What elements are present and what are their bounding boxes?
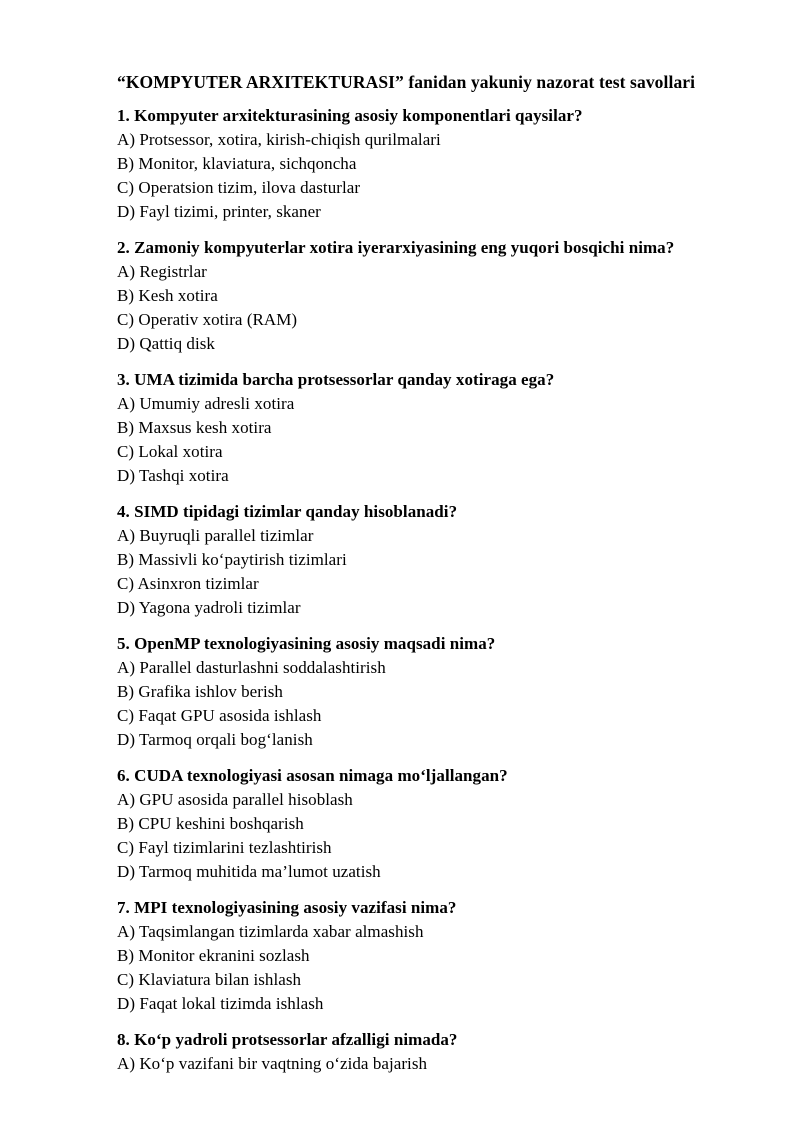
question-block-3	[117, 368, 737, 488]
question-4-option-d[interactable]: D) Yagona yadroli tizimlar	[117, 598, 301, 617]
question-7-option-a[interactable]: A) Taqsimlangan tizimlarda xabar almashish	[117, 922, 424, 941]
question-block-6	[117, 764, 737, 884]
question-block-5	[117, 632, 737, 752]
question-5-option-b[interactable]: B) Grafika ishlov berish	[117, 682, 283, 701]
question-2-option-a[interactable]: A) Registrlar	[117, 262, 207, 281]
question-text-3: 3. UMA tizimida barcha protsessorlar qanday xotiraga ega?	[117, 370, 555, 389]
question-text-8: 8. Koʻp yadroli protsessorlar afzalligi nimada?	[117, 1030, 458, 1049]
question-7-option-b[interactable]: B) Monitor ekranini sozlash	[117, 946, 310, 965]
question-text-1: 1. Kompyuter arxitekturasining asosiy komponentlari qaysilar?	[117, 106, 583, 125]
question-text-4: 4. SIMD tipidagi tizimlar qanday hisoblanadi?	[117, 502, 458, 521]
question-6-option-c[interactable]: C) Fayl tizimlarini tezlashtirish	[117, 838, 332, 857]
question-3-option-c[interactable]: C) Lokal xotira	[117, 442, 223, 461]
question-text-5: 5. OpenMP texnologiyasining asosiy maqsadi nima?	[117, 634, 496, 653]
question-5-option-a[interactable]: A) Parallel dasturlashni soddalashtirish	[117, 658, 386, 677]
question-4-option-b[interactable]: B) Massivli koʻpaytirish tizimlari	[117, 550, 347, 569]
question-1-option-b[interactable]: B) Monitor, klaviatura, sichqoncha	[117, 154, 357, 173]
question-2-option-c[interactable]: C) Operativ xotira (RAM)	[117, 310, 298, 329]
question-6-option-d[interactable]: D) Tarmoq muhitida ma’lumot uzatish	[117, 862, 381, 881]
question-1-option-c[interactable]: C) Operatsion tizim, ilova dasturlar	[117, 178, 361, 197]
question-2-option-b[interactable]: B) Kesh xotira	[117, 286, 218, 305]
question-block-2	[117, 236, 737, 356]
question-3-option-b[interactable]: B) Maxsus kesh xotira	[117, 418, 272, 437]
question-6-option-b[interactable]: B) CPU keshini boshqarish	[117, 814, 304, 833]
question-7-option-c[interactable]: C) Klaviatura bilan ishlash	[117, 970, 302, 989]
question-4-option-c[interactable]: C) Asinxron tizimlar	[117, 574, 259, 593]
question-text-6: 6. CUDA texnologiyasi asosan nimaga moʻljallangan?	[117, 766, 508, 785]
question-block-1	[117, 104, 737, 224]
question-3-option-d[interactable]: D) Tashqi xotira	[117, 466, 229, 485]
question-block-8	[117, 1028, 737, 1076]
question-3-option-a[interactable]: A) Umumiy adresli xotira	[117, 394, 295, 413]
question-text-7: 7. MPI texnologiyasining asosiy vazifasi nima?	[117, 898, 457, 917]
question-5-option-d[interactable]: D) Tarmoq orqali bogʻlanish	[117, 730, 313, 749]
question-2-option-d[interactable]: D) Qattiq disk	[117, 334, 215, 353]
question-block-4	[117, 500, 737, 620]
question-4-option-a[interactable]: A) Buyruqli parallel tizimlar	[117, 526, 314, 545]
question-text-2: 2. Zamoniy kompyuterlar xotira iyerarxiyasining eng yuqori bosqichi nima?	[117, 238, 675, 257]
question-block-7	[117, 896, 737, 1016]
question-5-option-c[interactable]: C) Faqat GPU asosida ishlash	[117, 706, 322, 725]
question-1-option-d[interactable]: D) Fayl tizimi, printer, skaner	[117, 202, 321, 221]
document-content	[117, 70, 737, 1088]
document-title: “KOMPYUTER ARXITEKTURASI” fanidan yakuniy nazorat test savollari	[117, 72, 696, 92]
question-7-option-d[interactable]: D) Faqat lokal tizimda ishlash	[117, 994, 324, 1013]
question-6-option-a[interactable]: A) GPU asosida parallel hisoblash	[117, 790, 353, 809]
question-8-option-a[interactable]: A) Koʻp vazifani bir vaqtning oʻzida bajarish	[117, 1054, 428, 1073]
question-1-option-a[interactable]: A) Protsessor, xotira, kirish-chiqish qurilmalari	[117, 130, 441, 149]
